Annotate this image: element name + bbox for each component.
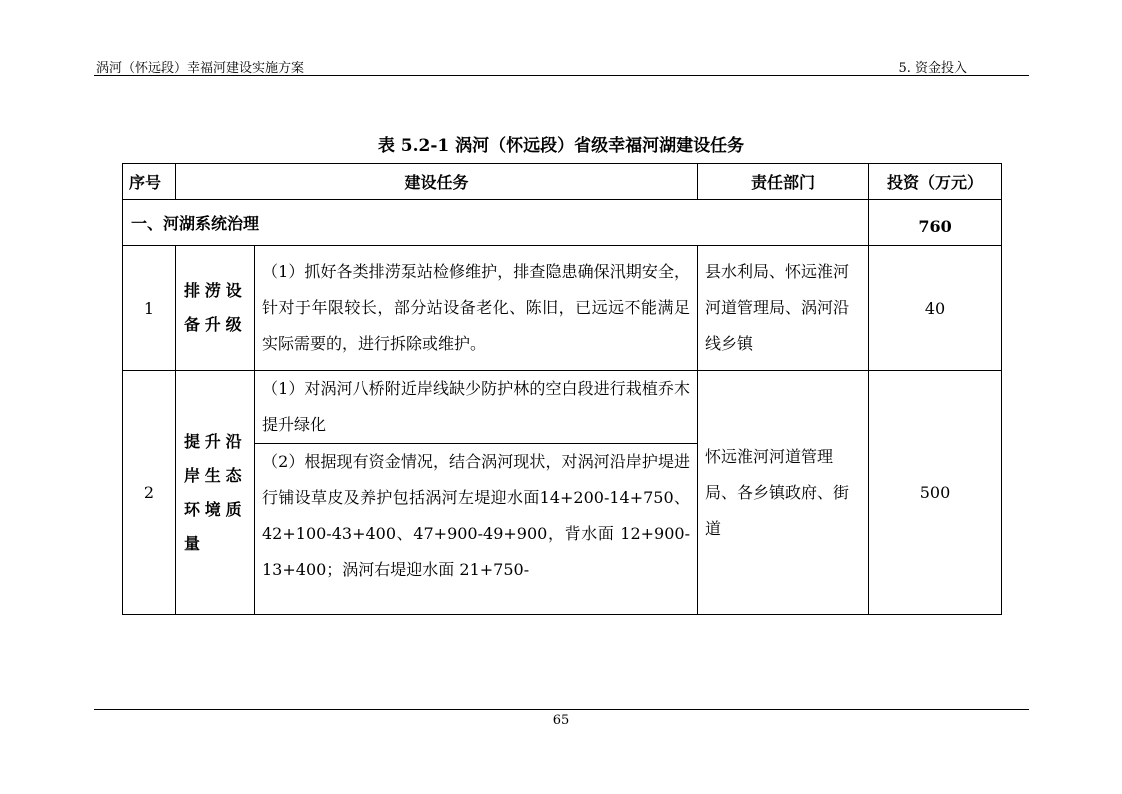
section-total: 760 <box>869 200 1002 246</box>
task-description: （1）对涡河八桥附近岸线缺少防护林的空白段进行栽植乔木提升绿化 <box>255 371 698 444</box>
table-title: 表 5.2-1 涡河（怀远段）省级幸福河湖建设任务 <box>377 136 745 156</box>
running-head-chapter: 5. 资金投入 <box>898 61 967 76</box>
running-head-title: 涡河（怀远段）幸福河建设实施方案 <box>96 61 305 76</box>
section-row <box>123 200 1002 246</box>
investment-value: 40 <box>869 246 1002 371</box>
task-name: 排涝设备升级 <box>176 246 255 371</box>
row-number: 2 <box>123 371 176 615</box>
task-description: （2）根据现有资金情况，结合涡河现状，对涡河沿岸护堤进行铺设草皮及养护包括涡河左堤迎水面14+200-14+750、42+100-43+400、47+900-49+900，背水面 12+900-13+400；涡河右堤迎水面 21+750- <box>255 444 698 615</box>
table-header-row <box>123 164 1002 200</box>
table-row <box>123 246 1002 371</box>
page-number: 65 <box>552 713 570 728</box>
table-row <box>123 371 1002 444</box>
investment-value: 500 <box>869 371 1002 615</box>
col-header-no: 序号 <box>123 164 176 200</box>
row-number: 1 <box>123 246 176 371</box>
header-rule <box>94 75 1029 76</box>
col-header-investment: 投资（万元） <box>869 164 1002 200</box>
construction-tasks-table <box>122 163 1002 615</box>
section-label: 一、河湖系统治理 <box>123 200 869 246</box>
task-name: 提升沿岸生态环境质量 <box>176 371 255 615</box>
col-header-task: 建设任务 <box>176 164 698 200</box>
footer-rule <box>94 709 1029 710</box>
col-header-dept: 责任部门 <box>698 164 869 200</box>
responsible-dept: 县水利局、怀远淮河河道管理局、涡河沿线乡镇 <box>698 246 869 371</box>
responsible-dept: 怀远淮河河道管理局、各乡镇政府、街道 <box>698 371 869 615</box>
task-description: （1）抓好各类排涝泵站检修维护，排查隐患确保汛期安全，针对于年限较长，部分站设备老化、陈旧，已远远不能满足实际需要的，进行拆除或维护。 <box>255 246 698 371</box>
